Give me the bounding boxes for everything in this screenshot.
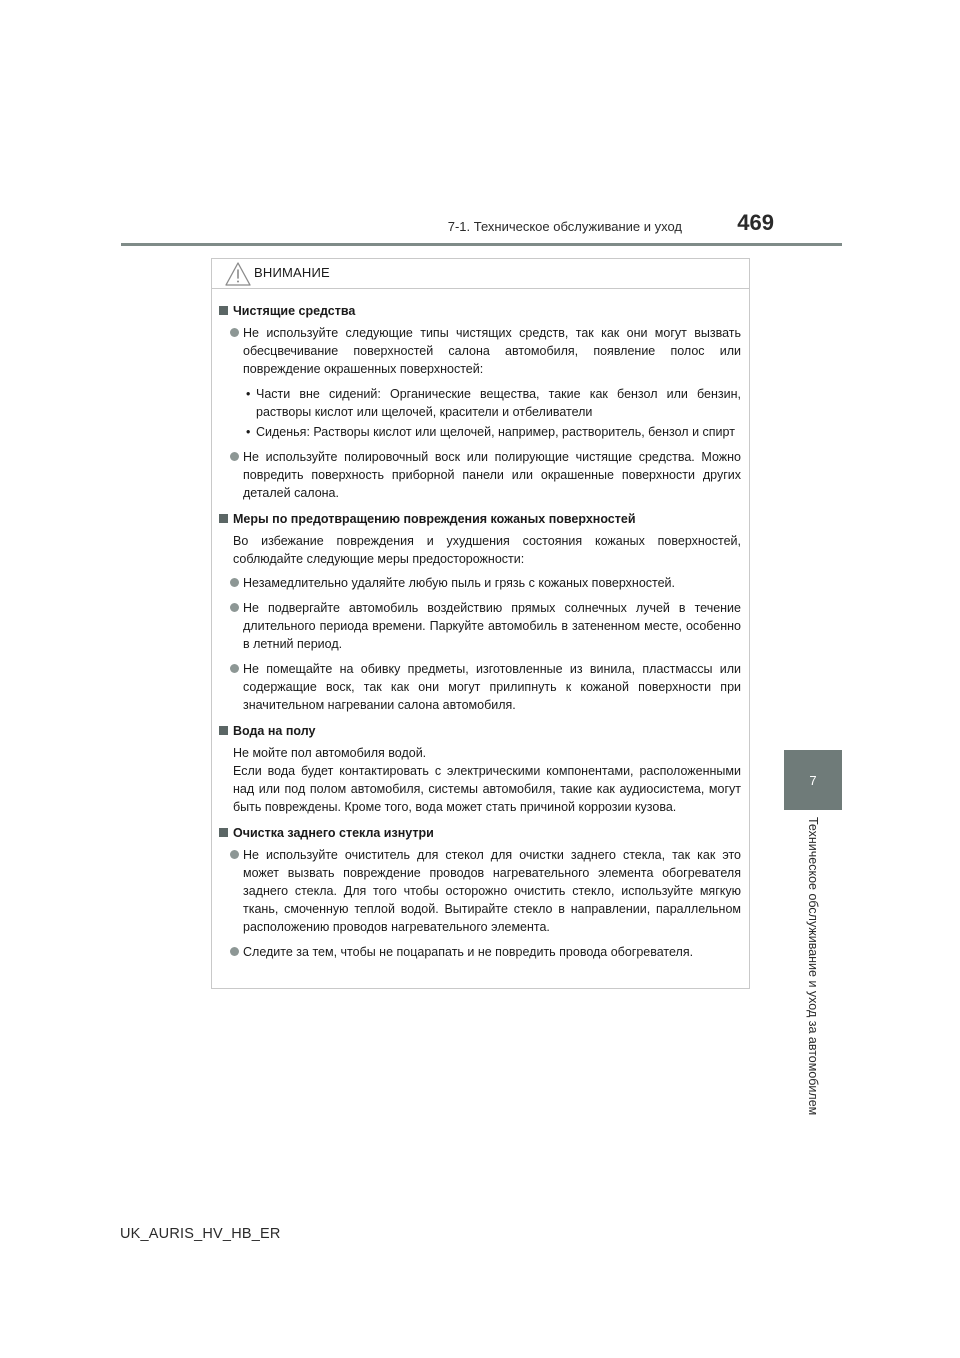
- square-bullet-icon: [219, 828, 228, 837]
- sub-list-item-text: Части вне сидений: Органические вещества, такие как бензол или бензин, растворы кислот или щелочей, красители и отбеливатели: [256, 387, 741, 419]
- header-rule: [121, 243, 842, 246]
- list-item-text: Не используйте следующие типы чистящих средств, так как они могут вызвать обесцвечивание поверхностей салона автомобиля, появление полос или повреждение окрашенных поверхностей:: [243, 326, 741, 376]
- chapter-tab-number: 7: [809, 772, 817, 788]
- square-bullet-icon: [219, 514, 228, 523]
- circle-bullet-icon: [230, 452, 239, 461]
- list-item: [219, 846, 741, 936]
- circle-bullet-icon: [230, 603, 239, 612]
- chapter-side-label-text: Техническое обслуживание и уход за автомобилем: [806, 817, 820, 1116]
- section-title-text: Вода на полу: [233, 724, 316, 738]
- circle-bullet-icon: [230, 850, 239, 859]
- square-bullet-icon: [219, 306, 228, 315]
- section-title-text: Чистящие средства: [233, 304, 356, 318]
- paragraph: Не мойте пол автомобиля водой.: [233, 746, 427, 760]
- sub-list-item: [219, 423, 741, 441]
- list-item-text: Не используйте очиститель для стекол для очистки заднего стекла, так как это может вызвать повреждение проводов нагревательного элемента обогревателя заднего стекла. Для того чтобы осторожно очистить стекло, используйте мягкую ткань, смоченную теплой водой. Вытирайте стекло в направлении, параллельном расположению проводов нагревательного элемента.: [243, 848, 741, 934]
- list-item-text: Следите за тем, чтобы не поцарапать и не повредить провода обогревателя.: [243, 945, 694, 959]
- section-title: [219, 510, 741, 528]
- caution-body: [212, 289, 749, 961]
- section-title-text: Меры по предотвращению повреждения кожаных поверхностей: [233, 512, 636, 526]
- chapter-side-label: [801, 817, 825, 1129]
- warning-triangle-icon: [225, 262, 251, 286]
- circle-bullet-icon: [230, 578, 239, 587]
- list-item-text: Незамедлительно удаляйте любую пыль и грязь с кожаных поверхностей.: [243, 576, 676, 590]
- section-cleaning-agents: [219, 302, 741, 502]
- list-item-text: Не помещайте на обивку предметы, изготовленные из винила, пластмассы или содержащие воск, так как они могут прилипнуть к кожаной поверхности при значительном нагревании салона автомобиля.: [243, 662, 741, 712]
- paragraph: Если вода будет контактировать с электрическими компонентами, расположенными над или под полом автомобиля, системы автомобиля, такие как аудиосистема, могут быть повреждены. Кроме того, вода может стать причиной коррозии кузова.: [233, 764, 741, 814]
- section-title: [219, 824, 741, 842]
- section-water-on-floor: [219, 722, 741, 816]
- list-item-text: Не используйте полировочный воск или полирующие чистящие средства. Можно повредить поверхность приборной панели или окрашенные поверхности других деталей салона.: [243, 450, 741, 500]
- caution-header: [212, 259, 749, 289]
- section-rear-window-cleaning: [219, 824, 741, 961]
- circle-bullet-icon: [230, 328, 239, 337]
- page-number: 469: [737, 210, 774, 235]
- circle-bullet-icon: [230, 664, 239, 673]
- section-title-text: Очистка заднего стекла изнутри: [233, 826, 434, 840]
- list-item-text: Не подвергайте автомобиль воздействию прямых солнечных лучей в течение длительного периода времени. Паркуйте автомобиль в затененном месте, особенно в летний период.: [243, 601, 741, 651]
- sub-list-item-text: Сиденья: Растворы кислот или щелочей, например, растворитель, бензол и спирт: [256, 425, 735, 439]
- section-title: [219, 302, 741, 320]
- list-item: [219, 660, 741, 714]
- circle-bullet-icon: [230, 947, 239, 956]
- list-item: [219, 599, 741, 653]
- caution-box: [211, 258, 750, 989]
- list-item: [219, 943, 741, 961]
- chapter-tab[interactable]: [784, 750, 842, 810]
- dot-bullet-icon: •: [246, 425, 251, 439]
- list-item: [219, 448, 741, 502]
- document-code: UK_AURIS_HV_HB_ER: [120, 1226, 281, 1242]
- section-leather-care: [219, 510, 741, 714]
- square-bullet-icon: [219, 726, 228, 735]
- list-item: [219, 324, 741, 378]
- paragraph: Во избежание повреждения и ухудшения состояния кожаных поверхностей, соблюдайте следующие меры предосторожности:: [233, 534, 741, 566]
- caution-title: ВНИМАНИЕ: [254, 265, 330, 280]
- header-section-title: 7-1. Техническое обслуживание и уход: [447, 219, 682, 234]
- dot-bullet-icon: •: [246, 387, 251, 401]
- sub-list-item: [219, 385, 741, 421]
- sub-list: [219, 385, 741, 441]
- section-title: [219, 722, 741, 740]
- list-item: [219, 574, 741, 592]
